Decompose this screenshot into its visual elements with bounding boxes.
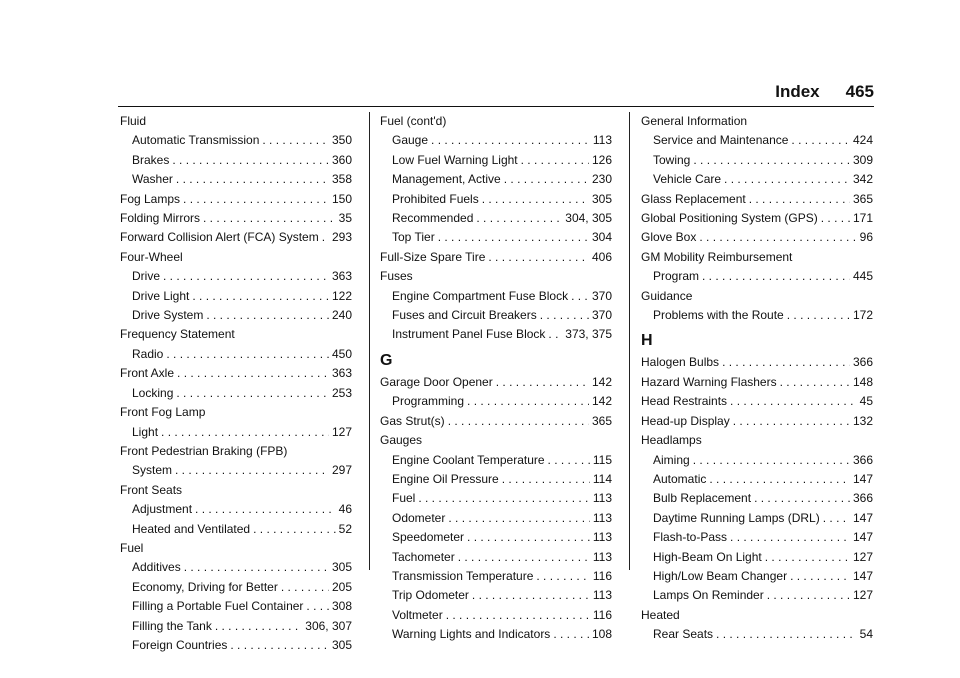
dot-leader: [467, 528, 590, 547]
entry-label: Transmission Temperature: [392, 568, 534, 583]
entry-label: Fog Lamps: [120, 191, 181, 206]
entry-label: Heated and Ventilated: [132, 521, 251, 536]
index-heading: Guidance: [641, 288, 693, 303]
entry-page-ref[interactable]: 147: [852, 510, 873, 525]
index-heading: Front Pedestrian Braking (FPB): [120, 443, 288, 458]
index-subentry: [380, 470, 612, 489]
entry-page-ref[interactable]: 127: [331, 424, 352, 439]
index-heading: Fluid: [120, 114, 147, 128]
index-subentry: [120, 636, 352, 655]
dot-leader: [488, 248, 589, 267]
index-subentry: [380, 170, 612, 189]
index-heading: Front Fog Lamp: [120, 405, 206, 420]
entry-label: Adjustment: [132, 502, 193, 517]
index-subentry: [641, 131, 873, 150]
entry-page-ref[interactable]: 115: [592, 452, 612, 467]
entry-label: Global Positioning System (GPS): [641, 211, 818, 226]
entry-label: Automatic: [653, 471, 707, 486]
index-heading: Frequency Statement: [120, 327, 235, 342]
dot-leader: [253, 520, 336, 539]
dot-leader: [175, 461, 329, 480]
entry-label: Washer: [132, 172, 173, 187]
index-heading: General Information: [641, 114, 748, 128]
index-heading: Fuel (cont'd): [380, 114, 447, 128]
entry-label: Programming: [392, 394, 465, 409]
entry-label: Vehicle Care: [653, 172, 722, 187]
dot-leader: [192, 287, 329, 306]
index-subentry: [641, 489, 873, 508]
section-title: Index: [775, 82, 820, 101]
dot-leader: [322, 228, 329, 247]
entry-label: Glass Replacement: [641, 191, 746, 206]
dot-leader: [176, 170, 329, 189]
entry-page-ref[interactable]: 113: [592, 133, 612, 148]
dot-leader: [699, 228, 856, 247]
entry-page-ref[interactable]: 366: [852, 452, 873, 467]
dot-leader: [161, 423, 329, 442]
dot-leader: [716, 625, 857, 644]
entry-page-ref[interactable]: 363: [331, 366, 352, 381]
header-rule: [118, 106, 874, 107]
entry-label: System: [132, 463, 173, 478]
index-subentry: [120, 287, 352, 306]
dot-leader: [553, 625, 589, 644]
dot-leader: [693, 151, 850, 170]
index-subentry: [120, 461, 352, 480]
dot-leader: [521, 151, 589, 170]
entry-label: Automatic Transmission: [132, 133, 260, 148]
index-entry: [641, 412, 873, 431]
dot-leader: [281, 578, 329, 597]
entry-page-ref[interactable]: 113: [592, 588, 612, 603]
entry-page-ref[interactable]: 358: [331, 172, 352, 187]
index-entry: [641, 228, 873, 247]
index-subentry: [380, 325, 612, 344]
index-subentry: [380, 606, 612, 625]
dot-leader: [504, 170, 589, 189]
dot-leader: [438, 228, 589, 247]
index-subentry: [380, 489, 612, 508]
entry-page-ref[interactable]: 108: [591, 627, 612, 642]
index-subentry: [641, 528, 873, 547]
dot-leader: [163, 267, 329, 286]
index-subentry: [120, 345, 352, 364]
entry-page-ref[interactable]: 127: [852, 588, 873, 603]
index-column-3: [641, 112, 873, 645]
dot-leader: [467, 392, 589, 411]
index-letter: H: [641, 332, 653, 350]
index-entry: [380, 373, 612, 392]
index-heading: GM Mobility Reimbursement: [641, 249, 793, 264]
index-subentry: [641, 548, 873, 567]
entry-page-ref[interactable]: 370: [591, 288, 612, 303]
entry-page-ref[interactable]: 126: [591, 152, 612, 167]
entry-page-ref[interactable]: 96: [859, 230, 873, 245]
dot-leader: [536, 567, 589, 586]
dot-leader: [791, 131, 850, 150]
entry-label: Glove Box: [641, 230, 697, 245]
page-number: 465: [845, 82, 874, 101]
entry-label: Warning Lights and Indicators: [392, 627, 551, 642]
entry-label: Engine Compartment Fuse Block: [392, 288, 569, 303]
entry-page-ref[interactable]: 127: [852, 549, 873, 564]
dot-leader: [176, 384, 329, 403]
index-subentry: [380, 528, 612, 547]
entry-label: Drive Light: [132, 288, 190, 303]
entry-label: Recommended: [392, 211, 474, 226]
dot-leader: [502, 470, 590, 489]
dot-leader: [702, 267, 850, 286]
entry-page-ref[interactable]: 147: [852, 568, 873, 583]
entry-label: Engine Oil Pressure: [392, 471, 499, 486]
entry-label: Program: [653, 269, 700, 284]
entry-label: Lamps On Reminder: [653, 588, 764, 603]
entry-page-ref[interactable]: 113: [592, 530, 612, 545]
index-entry: [641, 190, 873, 209]
index-subentry: [380, 451, 612, 470]
entry-page-ref[interactable]: 424: [852, 133, 873, 148]
dot-leader: [749, 190, 850, 209]
entry-page-ref[interactable]: 309: [852, 152, 873, 167]
index-subentry: [380, 287, 612, 306]
entry-label: Fuses and Circuit Breakers: [392, 308, 537, 323]
index-heading: Fuses: [380, 269, 413, 284]
dot-leader: [431, 131, 590, 150]
index-subentry: [120, 520, 352, 539]
entry-label: Tachometer: [392, 549, 455, 564]
entry-label: Gauge: [392, 133, 429, 148]
entry-label: Fuel: [392, 491, 416, 506]
entry-label: Low Fuel Warning Light: [392, 152, 518, 167]
entry-label: Full-Size Spare Tire: [380, 249, 486, 264]
index-subentry: [380, 209, 612, 228]
page-header: [775, 82, 874, 102]
dot-leader: [306, 597, 329, 616]
entry-page-ref[interactable]: 306, 307: [305, 618, 352, 633]
entry-page-ref[interactable]: 293: [331, 230, 352, 245]
dot-leader: [787, 306, 850, 325]
index-column-1: [120, 112, 352, 655]
entry-label: Light: [132, 424, 159, 439]
entry-page-ref[interactable]: 450: [331, 346, 352, 361]
entry-label: Economy, Driving for Better: [132, 579, 278, 594]
entry-page-ref[interactable]: 150: [331, 191, 352, 206]
dot-leader: [733, 412, 850, 431]
dot-leader: [790, 567, 850, 586]
index-subentry: [380, 228, 612, 247]
entry-label: Instrument Panel Fuse Block: [392, 327, 546, 342]
index-entry: [380, 412, 612, 431]
dot-leader: [184, 558, 329, 577]
entry-page-ref[interactable]: 114: [592, 471, 612, 486]
index-subentry: [641, 586, 873, 605]
entry-page-ref[interactable]: 305: [331, 560, 352, 575]
index-entry: [641, 373, 873, 392]
column-divider: [369, 112, 370, 570]
entry-page-ref[interactable]: 304, 305: [565, 211, 612, 226]
index-subentry: [641, 567, 873, 586]
index-subentry: [641, 470, 873, 489]
dot-leader: [446, 606, 590, 625]
dot-leader: [206, 306, 329, 325]
dot-leader: [730, 528, 850, 547]
index-subentry: [641, 306, 873, 325]
index-subentry: [120, 423, 352, 442]
entry-page-ref[interactable]: 147: [852, 471, 873, 486]
entry-label: Aiming: [653, 452, 690, 467]
entry-label: Daytime Running Lamps (DRL): [653, 510, 820, 525]
dot-leader: [448, 509, 590, 528]
entry-page-ref[interactable]: 172: [852, 308, 873, 323]
entry-page-ref[interactable]: 365: [591, 413, 612, 428]
entry-label: Trip Odometer: [392, 588, 469, 603]
dot-leader: [215, 617, 302, 636]
dot-leader: [496, 373, 589, 392]
dot-leader: [166, 345, 329, 364]
entry-label: Problems with the Route: [653, 308, 784, 323]
entry-label: Odometer: [392, 510, 446, 525]
dot-leader: [203, 209, 336, 228]
dot-leader: [730, 392, 857, 411]
entry-label: Brakes: [132, 152, 170, 167]
entry-page-ref[interactable]: 366: [852, 355, 873, 370]
index-entry: [641, 392, 873, 411]
entry-label: Speedometer: [392, 530, 465, 545]
index-subentry: [641, 509, 873, 528]
index-subentry: [120, 558, 352, 577]
entry-label: Bulb Replacement: [653, 491, 752, 506]
index-heading: Fuel: [120, 540, 144, 555]
entry-page-ref[interactable]: 350: [331, 133, 352, 148]
dot-leader: [195, 500, 336, 519]
entry-page-ref[interactable]: 445: [852, 269, 873, 284]
entry-page-ref[interactable]: 116: [592, 607, 612, 622]
index-subentry: [120, 384, 352, 403]
dot-leader: [540, 306, 589, 325]
dot-leader: [482, 190, 589, 209]
index-subentry: [120, 151, 352, 170]
entry-label: Filling the Tank: [132, 618, 212, 633]
entry-page-ref[interactable]: 406: [591, 249, 612, 264]
index-entry: [641, 353, 873, 372]
entry-label: High/Low Beam Changer: [653, 568, 788, 583]
entry-label: Drive: [132, 269, 161, 284]
index-letter: G: [380, 351, 393, 369]
index-subentry: [380, 509, 612, 528]
entry-page-ref[interactable]: 360: [331, 152, 352, 167]
entry-label: Head-up Display: [641, 413, 730, 428]
entry-page-ref[interactable]: 305: [591, 191, 612, 206]
column-divider: [629, 112, 630, 570]
index-entry: [641, 209, 873, 228]
entry-label: Front Axle: [120, 366, 175, 381]
index-subentry: [380, 586, 612, 605]
entry-label: Garage Door Opener: [380, 374, 493, 389]
dot-leader: [472, 586, 590, 605]
entry-label: Radio: [132, 346, 164, 361]
entry-page-ref[interactable]: 46: [338, 502, 352, 517]
dot-leader: [262, 131, 329, 150]
entry-page-ref[interactable]: 45: [859, 394, 873, 409]
dot-leader: [548, 325, 562, 344]
entry-page-ref[interactable]: 116: [592, 568, 612, 583]
index-subentry: [380, 625, 612, 644]
index-subentry: [120, 500, 352, 519]
entry-label: Drive System: [132, 308, 204, 323]
index-subentry: [120, 597, 352, 616]
index-subentry: [641, 170, 873, 189]
dot-leader: [476, 209, 562, 228]
entry-page-ref[interactable]: 142: [591, 394, 612, 409]
entry-page-ref[interactable]: 373, 375: [565, 327, 612, 342]
dot-leader: [458, 548, 590, 567]
dot-leader: [177, 364, 329, 383]
index-entry: [380, 248, 612, 267]
entry-page-ref[interactable]: 122: [331, 288, 352, 303]
index-heading: Heated: [641, 607, 680, 622]
index-entry: [120, 228, 352, 247]
entry-label: Top Tier: [392, 230, 435, 245]
entry-page-ref[interactable]: 113: [592, 491, 612, 506]
index-heading: Gauges: [380, 433, 423, 448]
entry-label: Hazard Warning Flashers: [641, 374, 777, 389]
entry-label: Engine Coolant Temperature: [392, 452, 545, 467]
dot-leader: [548, 451, 590, 470]
entry-label: Head Restraints: [641, 394, 728, 409]
entry-page-ref[interactable]: 297: [331, 463, 352, 478]
dot-leader: [709, 470, 850, 489]
entry-page-ref[interactable]: 142: [591, 374, 612, 389]
index-column-2: [380, 112, 612, 645]
index-entry: [120, 190, 352, 209]
index-subentry: [380, 567, 612, 586]
index-subentry: [380, 548, 612, 567]
index-heading: Four-Wheel: [120, 249, 183, 264]
index-heading: Front Seats: [120, 482, 183, 497]
entry-page-ref[interactable]: 304: [591, 230, 612, 245]
entry-label: Flash-to-Pass: [653, 530, 728, 545]
entry-page-ref[interactable]: 305: [331, 637, 352, 652]
index-subentry: [380, 392, 612, 411]
index-subentry: [641, 151, 873, 170]
entry-label: Towing: [653, 152, 691, 167]
index-subentry: [641, 267, 873, 286]
index-entry: [120, 209, 352, 228]
dot-leader: [448, 412, 589, 431]
entry-page-ref[interactable]: 363: [331, 269, 352, 284]
entry-page-ref[interactable]: 308: [331, 599, 352, 614]
dot-leader: [724, 170, 850, 189]
entry-label: Additives: [132, 560, 181, 575]
dot-leader: [571, 287, 589, 306]
dot-leader: [780, 373, 850, 392]
entry-page-ref[interactable]: 54: [859, 627, 873, 642]
entry-page-ref[interactable]: 230: [591, 172, 612, 187]
entry-page-ref[interactable]: 370: [591, 308, 612, 323]
entry-page-ref[interactable]: 148: [852, 374, 873, 389]
entry-page-ref[interactable]: 171: [852, 211, 873, 226]
entry-page-ref[interactable]: 253: [331, 385, 352, 400]
index-subentry: [120, 170, 352, 189]
dot-leader: [765, 548, 850, 567]
entry-page-ref[interactable]: 147: [852, 530, 873, 545]
index-subentry: [120, 578, 352, 597]
index-subentry: [120, 306, 352, 325]
index-subentry: [380, 306, 612, 325]
dot-leader: [722, 353, 850, 372]
dot-leader: [230, 636, 329, 655]
dot-leader: [183, 190, 329, 209]
index-subentry: [120, 267, 352, 286]
entry-page-ref[interactable]: 342: [852, 172, 873, 187]
dot-leader: [754, 489, 850, 508]
dot-leader: [418, 489, 590, 508]
entry-page-ref[interactable]: 35: [338, 211, 352, 226]
index-subentry: [641, 625, 873, 644]
entry-page-ref[interactable]: 240: [331, 308, 352, 323]
index-subentry: [380, 151, 612, 170]
entry-label: Gas Strut(s): [380, 413, 445, 428]
index-subentry: [380, 131, 612, 150]
entry-page-ref[interactable]: 205: [331, 579, 352, 594]
entry-label: Foreign Countries: [132, 637, 228, 652]
entry-label: Folding Mirrors: [120, 211, 201, 226]
index-subentry: [380, 190, 612, 209]
entry-label: High-Beam On Light: [653, 549, 762, 564]
entry-label: Locking: [132, 385, 174, 400]
dot-leader: [767, 586, 850, 605]
entry-label: Halogen Bulbs: [641, 355, 720, 370]
index-entry: [120, 364, 352, 383]
dot-leader: [172, 151, 329, 170]
index-subentry: [120, 131, 352, 150]
entry-page-ref[interactable]: 366: [852, 491, 873, 506]
dot-leader: [821, 209, 850, 228]
entry-label: Forward Collision Alert (FCA) System: [120, 230, 319, 245]
entry-label: Rear Seats: [653, 627, 714, 642]
entry-page-ref[interactable]: 52: [338, 521, 352, 536]
index-subentry: [120, 617, 352, 636]
entry-label: Filling a Portable Fuel Container: [132, 599, 304, 614]
entry-page-ref[interactable]: 132: [852, 413, 873, 428]
entry-page-ref[interactable]: 113: [592, 510, 612, 525]
entry-label: Service and Maintenance: [653, 133, 789, 148]
entry-page-ref[interactable]: 113: [592, 549, 612, 564]
entry-label: Prohibited Fuels: [392, 191, 479, 206]
entry-label: Voltmeter: [392, 607, 443, 622]
dot-leader: [693, 451, 850, 470]
index-subentry: [641, 451, 873, 470]
entry-label: Management, Active: [392, 172, 501, 187]
entry-page-ref[interactable]: 365: [852, 191, 873, 206]
dot-leader: [823, 509, 850, 528]
index-heading: Headlamps: [641, 433, 702, 448]
